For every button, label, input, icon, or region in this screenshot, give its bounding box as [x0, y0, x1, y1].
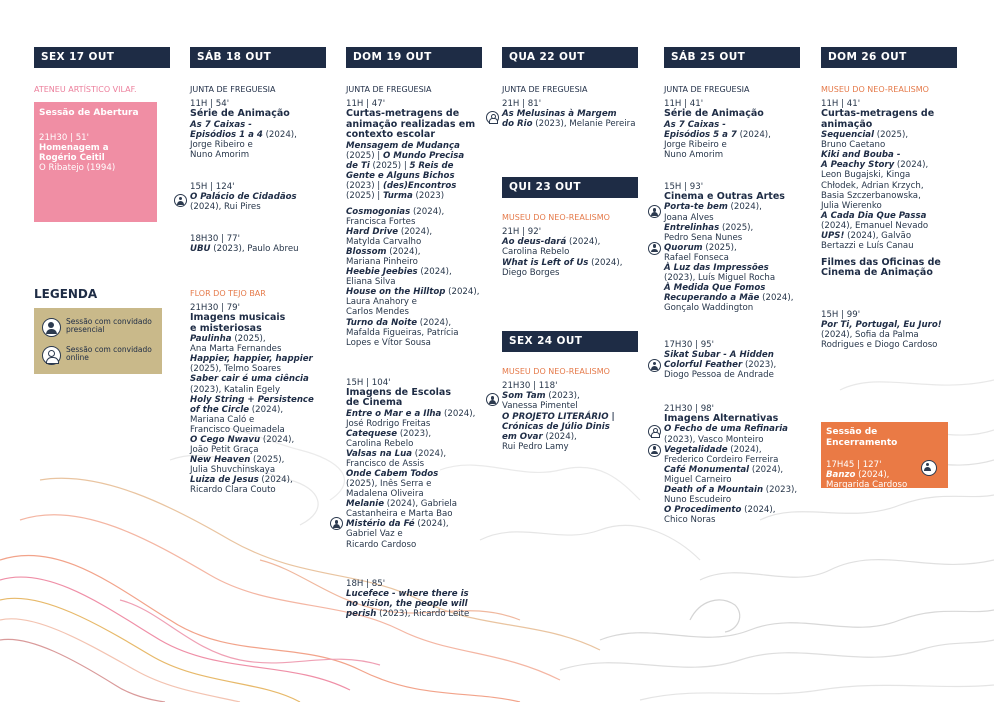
day-header: DOM 19 OUT: [346, 47, 482, 68]
day-header: SÁB 25 OUT: [664, 47, 800, 68]
event-time: 15H | 99': [821, 310, 861, 320]
event-time: 17H30 | 95': [664, 340, 714, 350]
film-title: As 7 Caixas -: [190, 119, 252, 130]
film-line: As Melusinas à Margem: [502, 109, 638, 119]
event-block: [190, 182, 326, 212]
film-line: Episódios 1 a 4 (2024),: [190, 129, 297, 140]
director: Carlos Mendes: [346, 307, 410, 318]
film-title: A Cada Dia Que Passa: [821, 210, 927, 221]
film-title: Gente e Alguns Bichos: [346, 170, 455, 181]
film-line: Catequese (2023),: [346, 429, 432, 440]
director: Chłodek, Adrian Krzych,: [821, 180, 924, 191]
event-block: [502, 367, 638, 452]
person-presencial-icon: [648, 444, 661, 457]
venue-label: MUSEU DO NEO-REALISMO: [502, 367, 610, 376]
director: Francisca Fortes: [346, 217, 416, 228]
event-time: 11H | 41': [664, 99, 704, 110]
event-block: [821, 310, 957, 350]
column-sex-17-out: [34, 47, 170, 247]
person-online-icon: [648, 425, 661, 438]
film-title: Holy String + Persistence: [190, 394, 314, 405]
film-line: Entrelinhas (2025),: [664, 222, 754, 233]
film-title: Mensagem de Mudança: [346, 140, 460, 151]
person-online-icon: [486, 111, 499, 124]
event-time: 21H | 92': [502, 227, 542, 238]
person-presencial-icon: [648, 242, 661, 255]
event-title: de Cinema: [346, 397, 403, 409]
director: Chico Noras: [664, 514, 716, 525]
film-line: A Peachy Story (2024),: [821, 160, 929, 171]
person-online-icon: [42, 346, 61, 365]
film-line: do Rio (2023), Melanie Pereira: [502, 119, 636, 130]
director: Nuno Escudeiro: [664, 494, 732, 505]
event-block: [346, 85, 482, 348]
director: Ricardo Clara Couto: [190, 484, 276, 495]
film-line: Porta-te bem (2024),: [664, 202, 800, 212]
event-title: animação realizadas em: [346, 118, 476, 130]
film-title: Lucefece - where there is: [346, 589, 469, 600]
venue-label: JUNTA DE FREGUESIA: [664, 85, 750, 94]
film-line: Episódios 5 a 7 (2024),: [664, 129, 771, 140]
day-header: SEX 24 OUT: [502, 331, 638, 352]
director: Frederico Cordeiro Ferreira: [664, 454, 779, 465]
film-line: Paulinha (2025),: [190, 334, 266, 345]
event-block: [821, 85, 957, 279]
venue-label: JUNTA DE FREGUESIA: [346, 85, 432, 94]
film-line: UBU (2023), Paulo Abreu: [190, 244, 299, 255]
event-title: Curtas-metragens de: [346, 108, 460, 120]
event-block: [502, 213, 638, 278]
film-line: Banzo (2024),: [826, 470, 890, 481]
film-title: À Medida Que Fomos: [664, 282, 766, 293]
director: Laura Anahory e: [346, 297, 417, 308]
event-time: 18H30 | 77': [190, 234, 240, 244]
event-block: [190, 85, 326, 160]
film-line: Colorful Feather (2023),: [664, 360, 800, 370]
venue-label: MUSEU DO NEO-REALISMO: [821, 85, 929, 94]
film-line: Vegetalidade (2024),: [664, 445, 800, 455]
legend-online: Sessão com convidado online: [42, 346, 160, 363]
event-title: Curtas-metragens de: [821, 108, 935, 120]
event-time: 15H | 104': [346, 378, 391, 388]
film-line: Cosmogonias (2024),: [346, 207, 445, 217]
film-line: of the Circle (2024),: [190, 404, 284, 415]
column-dom-19-out: [346, 47, 482, 627]
director: Joana Alves: [664, 212, 714, 223]
film-title: Por Ti, Portugal, Eu Juro!: [821, 320, 942, 331]
film-title: no vision, the people will: [346, 599, 468, 610]
director: Matylda Carvalho: [346, 237, 422, 248]
director: Rodrigues e Diogo Cardoso: [821, 340, 938, 351]
director: Madalena Oliveira: [346, 489, 424, 500]
event-block: [190, 234, 326, 254]
director: Mafalda Figueiras, Patrícia: [346, 327, 459, 338]
film-line: O Fecho de uma Refinaria: [664, 424, 800, 434]
director: Diego Borges: [502, 267, 560, 278]
director: Gonçalo Waddington: [664, 302, 754, 313]
film-line: Death of a Mountain (2023),: [664, 484, 798, 495]
director: (2024), Rui Pires: [190, 202, 261, 213]
director: Castanheira e Marta Bao: [346, 509, 453, 520]
event-title: animação: [821, 118, 873, 130]
person-presencial-icon: [42, 318, 61, 337]
day-header: SEX 17 OUT: [34, 47, 170, 68]
film-title: Onde Cabem Todos: [346, 469, 439, 480]
event-title: Imagens de Escolas: [346, 387, 451, 399]
director: Julia Wierenko: [821, 200, 882, 211]
event-time: 11H | 47': [346, 99, 386, 110]
film-title: À Luz das Impressões: [664, 262, 769, 273]
film-line: Valsas na Lua (2024),: [346, 449, 447, 460]
director: Basia Szczerbanowska,: [821, 190, 921, 201]
director: Carolina Rebelo: [502, 247, 570, 258]
session-title: Sessão de Encerramento: [826, 427, 898, 448]
column-sab-18-out: [190, 47, 326, 495]
event-title: Série de Animação: [664, 108, 764, 120]
event-block: [664, 182, 800, 313]
event-block: [664, 340, 800, 380]
film-title: Crónicas de Júlio Dinis: [502, 421, 610, 432]
day-header: QUA 22 OUT: [502, 47, 638, 68]
film-title: As 7 Caixas -: [664, 119, 726, 130]
event-time: 21H30 | 79': [190, 303, 240, 314]
column-sab-25-out: [664, 47, 800, 537]
person-presencial-icon: [330, 517, 343, 530]
film-line: (2023) | (des)Encontros: [346, 180, 457, 191]
film-line: Luiza de Jesus (2024),: [190, 474, 293, 485]
person-presencial-icon: [174, 194, 187, 207]
day-header: SÁB 18 OUT: [190, 47, 326, 68]
director: João Petit Graça: [190, 444, 259, 455]
opening-session-box: [34, 102, 157, 222]
film-title: O PROJETO LITERÁRIO |: [502, 411, 615, 422]
director: Leon Bugajski, Kinga: [821, 170, 911, 181]
event-time: 11H | 54': [190, 99, 230, 110]
film-line: O Procedimento (2024),: [664, 504, 776, 515]
director: Margarida Cardoso: [826, 480, 908, 491]
director: Lopes e Vítor Sousa: [346, 337, 431, 348]
event-title: e misteriosas: [190, 322, 262, 334]
director: Eliana Silva: [346, 277, 396, 288]
film-line: Hard Drive (2024),: [346, 227, 433, 238]
director: Diogo Pessoa de Andrade: [664, 370, 774, 381]
director: Mariana Caló e: [190, 414, 255, 425]
event-title: Imagens Alternativas: [664, 413, 779, 425]
day-header: QUI 23 OUT: [502, 177, 638, 198]
film-line: (2025) | Turma (2023): [346, 190, 445, 201]
event-time: 21H30 | 98': [664, 404, 714, 414]
day-header: DOM 26 OUT: [821, 47, 957, 68]
film-line: Blossom (2024),: [346, 247, 421, 258]
event-block: [346, 579, 482, 619]
director: Rui Pedro Lamy: [502, 441, 569, 452]
venue-label: JUNTA DE FREGUESIA: [190, 85, 276, 94]
director: José Rodrigo Freitas: [346, 418, 431, 429]
session-film: O Ribatejo (1994): [39, 162, 116, 173]
event-time: 18H | 85': [346, 579, 386, 589]
film-line: New Heaven (2025),: [190, 454, 285, 465]
event-time: 21H30 | 118': [502, 381, 558, 392]
film-line: em Ovar (2024),: [502, 431, 577, 442]
session-name: Homenagem a Rogério Ceitil: [39, 142, 109, 163]
film-line: Turno da Noite (2024),: [346, 317, 452, 328]
director: (2023), Katalin Egely: [190, 384, 281, 395]
director: (2023), Vasco Monteiro: [664, 434, 764, 445]
film-line: Quorum (2025),: [664, 243, 800, 253]
film-line: Ao deus-dará (2024),: [502, 237, 601, 248]
director: Mariana Pinheiro: [346, 257, 418, 268]
event-block: [664, 404, 800, 525]
director: Vanessa Pimentel: [502, 401, 578, 412]
director: Pedro Sena Nunes: [664, 232, 743, 243]
film-line: House on the Hilltop (2024),: [346, 287, 480, 298]
film-line: Entre o Mar e a Ilha (2024),: [346, 408, 476, 419]
director: Jorge Ribeiro e: [190, 139, 253, 150]
director: (2024), Sofia da Palma: [821, 330, 919, 341]
event-title: Filmes das Oficinas de: [821, 256, 941, 268]
event-block: [190, 289, 326, 495]
director: Rafael Fonseca: [664, 252, 729, 263]
film-line: (2025) | O Mundo Precisa: [346, 150, 465, 161]
film-line: UPS! (2024), Galvão: [821, 230, 912, 241]
event-title: Série de Animação: [190, 108, 290, 120]
film-line: Heebie Jeebies (2024),: [346, 267, 452, 278]
event-time: 11H | 41': [821, 99, 861, 110]
director: Ana Marta Fernandes: [190, 344, 282, 355]
event-block: [664, 85, 800, 160]
film-line: Som Tam (2023),: [502, 391, 638, 401]
venue-label: MUSEU DO NEO-REALISMO: [502, 213, 610, 222]
legend-title: LEGENDA: [34, 287, 98, 301]
film-line: Mistério da Fé (2024),: [346, 519, 482, 529]
film-line: Melanie (2024), Gabriela: [346, 499, 458, 510]
director: (2023), Luís Miguel Rocha: [664, 272, 776, 283]
director: (2025), Inês Serra e: [346, 479, 432, 490]
session-time: 17H45 | 127': [826, 460, 882, 471]
film-line: Recuperando a Mãe (2024),: [664, 292, 794, 303]
person-presencial-icon: [648, 359, 661, 372]
event-title: Cinema de Animação: [821, 267, 933, 279]
session-title: Sessão de Abertura: [39, 108, 139, 118]
film-line: Café Monumental (2024),: [664, 464, 784, 475]
event-time: 21H | 81': [502, 99, 542, 110]
film-line: What is Left of Us (2024),: [502, 257, 623, 268]
event-time: 15H | 124': [190, 182, 235, 192]
person-presencial-icon: [648, 205, 661, 218]
film-line: Sequencial (2025),: [821, 130, 909, 141]
venue-label: FLOR DO TEJO BAR: [190, 289, 266, 298]
venue-label: ATENEU ARTÍSTICO VILAF.: [34, 85, 137, 94]
film-title: Happier, happier, happier: [190, 354, 313, 365]
director: Gabriel Vaz e: [346, 529, 403, 540]
film-title: Sikat Subar - A Hidden: [664, 350, 774, 361]
director: Carolina Rebelo: [346, 439, 414, 450]
person-presencial-icon: [921, 460, 937, 476]
director: Francisco de Assis: [346, 459, 425, 470]
closing-session-box: [821, 422, 948, 491]
film-title: Saber cair é uma ciência: [190, 374, 309, 385]
director: (2025), Telmo Soares: [190, 364, 281, 375]
director: Ricardo Cardoso: [346, 539, 417, 550]
event-title: contexto escolar: [346, 129, 436, 141]
event-title: Cinema e Outras Artes: [664, 191, 785, 203]
film-title: Kiki and Bouba -: [821, 150, 901, 161]
director: Julia Shuvchinskaya: [190, 464, 276, 475]
film-line: de Ti (2025) | 5 Reis de: [346, 160, 454, 171]
director: Nuno Amorim: [664, 149, 724, 160]
legend-presencial: Sessão com convidado presencial: [42, 318, 160, 335]
column-dom-26-out: [821, 47, 957, 491]
event-block: [502, 85, 638, 130]
event-block: [346, 378, 482, 550]
director: Jorge Ribeiro e: [664, 139, 727, 150]
column-qua-qui-sex: [502, 47, 638, 452]
venue-label: JUNTA DE FREGUESIA: [502, 85, 588, 94]
event-time: 15H | 93': [664, 182, 704, 192]
director: Nuno Amorim: [190, 149, 250, 160]
film-title: O Palácio de Cidadãos: [190, 192, 297, 203]
legend-box: [34, 308, 162, 374]
director: Bruno Caetano: [821, 140, 886, 151]
director: Miguel Carneiro: [664, 474, 732, 485]
director: Bertazzi e Luís Canau: [821, 240, 914, 251]
film-line: O Cego Nwavu (2024),: [190, 434, 295, 445]
session-time: 21H30 | 51': [39, 132, 89, 143]
event-title: Imagens musicais: [190, 312, 286, 324]
film-line: perish (2023), Ricardo Leite: [346, 609, 470, 620]
director: Francisco Queimadela: [190, 424, 285, 435]
director: (2024), Emanuel Nevado: [821, 220, 929, 231]
person-presencial-icon: [486, 393, 499, 406]
